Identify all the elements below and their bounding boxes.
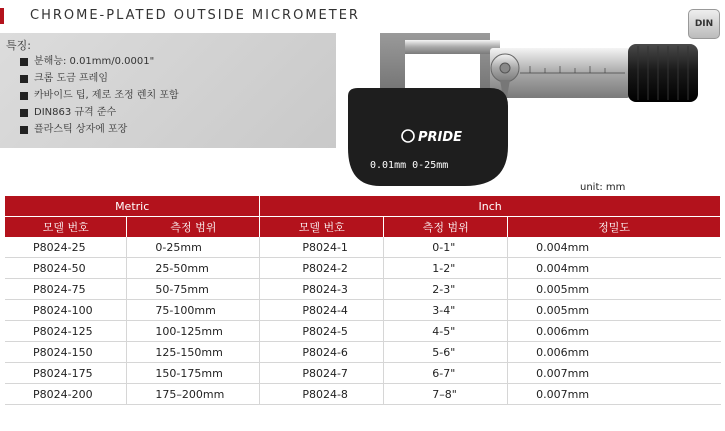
feature-item: 크롬 도금 프레임 [20,70,179,87]
table-row [5,300,721,321]
din-badge: DIN [688,9,720,39]
table-row [5,279,721,300]
table-cell: P8024-125 [5,321,127,342]
title-accent-bar [0,8,4,24]
bullet-square-icon [20,58,28,66]
bullet-square-icon [20,109,28,117]
table-cell: 150-175mm [127,363,260,384]
table-cell: 2-3" [384,279,508,300]
table-cell: P8024-7 [260,363,384,384]
feature-item: DIN863 규격 준수 [20,104,179,121]
table-cell: P8024-25 [5,237,127,258]
features-heading: 특징: [6,39,31,52]
brand-logo: PRIDE [418,130,463,145]
table-row [5,258,721,279]
table-cell: P8024-8 [260,384,384,405]
table-cell: 0-25mm [127,237,260,258]
table-cell: P8024-3 [260,279,384,300]
table-cell: 125-150mm [127,342,260,363]
table-cell: P8024-200 [5,384,127,405]
table-cell: P8024-2 [260,258,384,279]
table-cell: 1-2" [384,258,508,279]
page-title: CHROME-PLATED OUTSIDE MICROMETER [30,8,360,23]
table-group-header [5,196,721,217]
unit-label: unit: mm [580,182,626,193]
table-cell: 0.004mm [508,237,721,258]
table-cell: P8024-100 [5,300,127,321]
table-row [5,321,721,342]
table-cell: 0.007mm [508,384,721,405]
spec-table [5,196,721,405]
col-header: 정밀도 [508,217,721,238]
micrometer-image [340,18,720,190]
table-cell: 175–200mm [127,384,260,405]
features-panel [0,33,336,148]
table-cell: 0.006mm [508,321,721,342]
table-cell: P8024-175 [5,363,127,384]
table-cell: 0.005mm [508,279,721,300]
table-cell: 5-6" [384,342,508,363]
feature-item: 플라스틱 상자에 포장 [20,121,179,138]
table-cell: P8024-6 [260,342,384,363]
table-cell: P8024-1 [260,237,384,258]
table-cell: 50-75mm [127,279,260,300]
table-cell: P8024-5 [260,321,384,342]
table-cell: P8024-150 [5,342,127,363]
frame-spec-text: 0.01mm 0-25mm [370,160,449,171]
table-cell: P8024-75 [5,279,127,300]
bullet-square-icon [20,92,28,100]
table-cell: 6-7" [384,363,508,384]
group-inch: Inch [260,196,721,217]
col-header: 측정 범위 [127,217,260,238]
col-header: 측정 범위 [384,217,508,238]
table-cell: 25-50mm [127,258,260,279]
col-header: 모델 번호 [5,217,127,238]
table-row [5,384,721,405]
table-cell: P8024-4 [260,300,384,321]
table-header [5,217,721,238]
bullet-square-icon [20,126,28,134]
table-cell: 100-125mm [127,321,260,342]
table-row [5,342,721,363]
table-row [5,363,721,384]
feature-item: 분해능: 0.01mm/0.0001" [20,53,179,70]
table-cell: P8024-50 [5,258,127,279]
table-cell: 3-4" [384,300,508,321]
bullet-square-icon [20,75,28,83]
feature-item: 카바이드 팁, 제로 조정 렌치 포함 [20,87,179,104]
spindle [405,40,500,54]
table-cell: 75-100mm [127,300,260,321]
table-cell: 0.004mm [508,258,721,279]
table-row [5,237,721,258]
table-cell: 7–8" [384,384,508,405]
table-cell: 0-1" [384,237,508,258]
group-metric: Metric [5,196,260,217]
table-cell: 0.005mm [508,300,721,321]
table-cell: 4-5" [384,321,508,342]
table-cell: 0.006mm [508,342,721,363]
features-list [20,53,179,138]
table-cell: 0.007mm [508,363,721,384]
col-header: 모델 번호 [260,217,384,238]
